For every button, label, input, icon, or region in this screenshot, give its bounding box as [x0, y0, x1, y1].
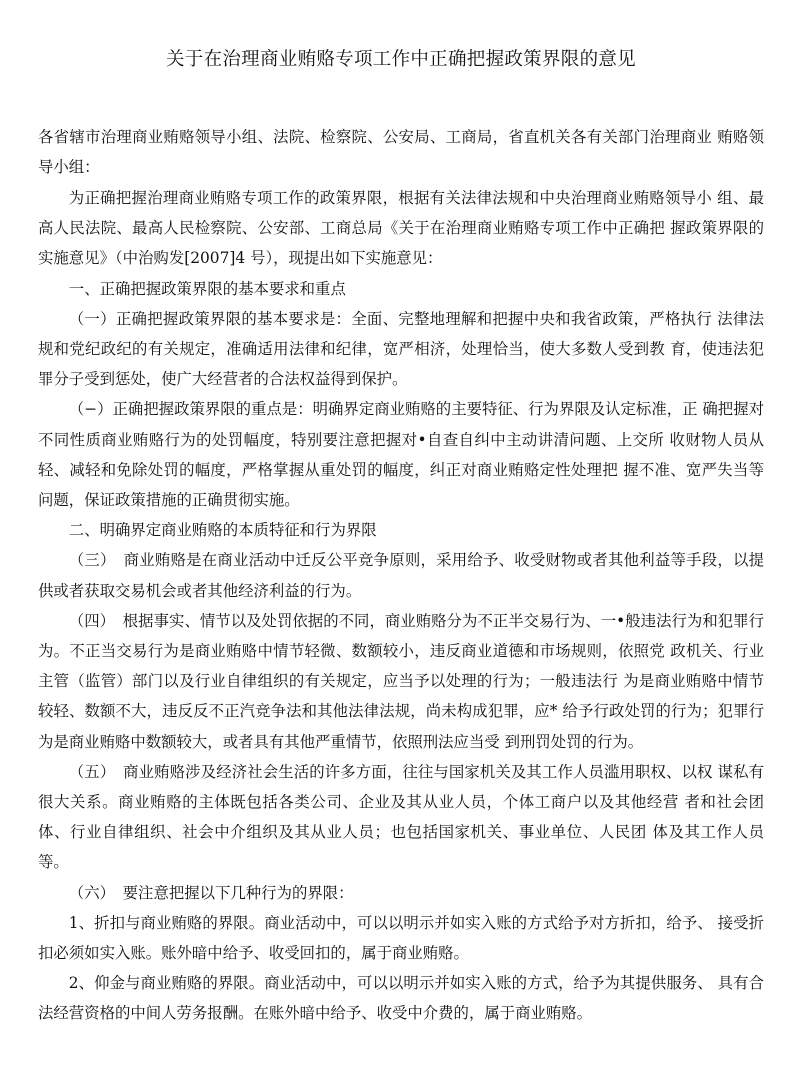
salutation: 各省辖市治理商业贿赂领导小组、法院、检察院、公安局、工商局，省直机关各有关部门治理商业 贿赂领导小组： [38, 128, 764, 176]
section-2-heading: 二、明确界定商业贿赂的本质特征和行为界限 [68, 521, 377, 540]
document-title: 关于在治理商业贿赂专项工作中正确把握政策界限的意见 [165, 49, 636, 70]
list-item-2: 2、仰金与商业贿赂的界限。商业活动中，可以以明示并如实入账的方式，给予为其提供服务、 具有合法经营资格的中间人劳务报酬。在账外暗中给予、收受中介费的，属于商业贿赂。 [38, 974, 764, 1023]
intro-paragraph: 为正确把握治理商业贿赂专项工作的政策界限，根据有关法律法规和中央治理商业贿赂领导小 组、最高人民法院、最高人民检察院、公安部、工商总局《关于在治理商业贿赂专项工作中正确把 握政策界限的实施意见》（中治购发[2007]4 号），现提出如下实施意见： [38, 189, 764, 268]
section-1-paragraph-1: （一）正确把握政策界限的基本要求是：全面、完整地理解和把握中央和我省政策，严格执行 法律法规和党纪政纪的有关规定，准确适用法律和纪律，宽严相济，处理恰当，使大多数人受到教 育，使违法犯罪分子受到惩处，使广大经营者的合法权益得到保护。 [38, 309, 764, 389]
list-item-1: 1、折扣与商业贿赂的界限。商业活动中，可以以明示并如实入账的方式给予对方折扣，给予、 接受折扣必须如实入账。账外暗中给予、收受回扣的，属于商业贿赂。 [38, 913, 764, 963]
section-1-heading: 一、正确把握政策界限的基本要求和重点 [68, 279, 346, 298]
section-2-paragraph-5: （五） 商业贿赂涉及经济社会生活的许多方面，往往与国家机关及其工作人员滥用职权、以权 谋私有很大关系。商业贿赂的主体既包括各类公司、企业及其从业人员，个体工商户以及其他经营 者和社会团体、行业自律组织、社会中介组织及其从业人员；也包括国家机关、事业单位、人民团 体及其工作人员等。 [38, 762, 764, 872]
section-2-paragraph-4: （四） 根据事实、情节以及处罚依据的不同，商业贿赂分为不正半交易行为、一•般违法行为和犯罪行为。不正当交易行为是商业贿赂中情节轻微、数额较小，违反商业道德和市场规则，依照党 政机关、行业主管（监管）部门以及行业自律组织的有关规定，应当予以处理的行为；一般违法行 为是商业贿赂中情节较轻、数额不大，违反反不正汽竞争法和其他法律法规，尚未构成犯罪，应* 给予行政处罚的行为；犯罪行为是商业贿赂中数额较大，或者具有其他严重情节，依照刑法应当受 到刑罚处罚的行为。 [38, 611, 764, 751]
section-2-paragraph-3: （三） 商业贿赂是在商业活动中迁反公平竞争原则，采用给予、收受财物或者其他利益等手段，以提供或者获取交易机会或者其他经济利益的行为。 [38, 551, 764, 600]
section-2-paragraph-6: （六） 要注意把握以下几种行为的界限： [68, 883, 354, 902]
section-1-paragraph-2: （−）正确把握政策界限的重点是：明确界定商业贿赂的主要特征、行为界限及认定标准，正 确把握对不同性质商业贿赂行为的处罚幅度，特别要注意把握对•自查自纠中主动讲清问题、上交所 收财物人员从轻、减轻和免除处罚的幅度，严格掌握从重处罚的幅度，纠正对商业贿赂定性处理把 握不准、宽严失当等问题，保证政策措施的正确贯彻实施。 [38, 400, 764, 510]
